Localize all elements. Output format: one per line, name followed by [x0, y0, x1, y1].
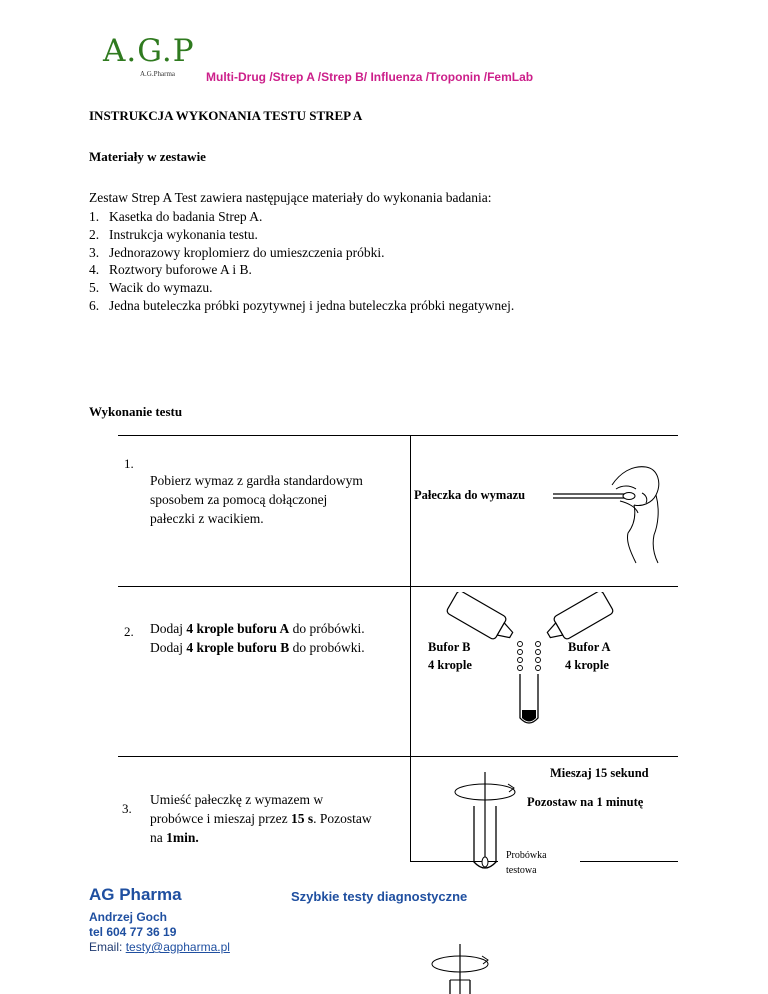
table-bottom-right [580, 861, 678, 862]
list-item: 3. Jednorazowy kroplomierz do umieszczenia próbki. [89, 244, 385, 260]
step-3-text: Umieść pałeczkę z wymazem w probówce i mieszaj przez 15 s. Pozostaw na 1min. [150, 792, 372, 845]
second-mixing-tube-illustration [430, 942, 500, 994]
step-2-number: 2. [124, 624, 134, 639]
step-3-number: 3. [122, 801, 132, 816]
list-item: 6. Jedna buteleczka próbki pozytywnej i jedna buteleczka próbki negatywnej. [89, 297, 515, 313]
swab-label: Pałeczka do wymazu [414, 488, 526, 502]
table-column-divider [410, 435, 411, 862]
table-top-border [118, 435, 678, 436]
buffer-b-label: Bufor B [428, 640, 471, 654]
footer-email: Email: testy@agpharma.pl [89, 940, 230, 954]
step-1-text: Pobierz wymaz z gardła standardowym sposobem za pomocą dołączonej pałeczki z wacikiem. [150, 473, 363, 526]
materials-intro: Zestaw Strep A Test zawiera następujące materiały do wykonania badania: [89, 190, 492, 205]
row-divider-1 [118, 586, 678, 587]
buffer-b-drops: 4 krople [428, 658, 472, 672]
buffer-a-label: Bufor A [568, 640, 611, 654]
tube-label-line2: testowa [506, 865, 537, 876]
footer-phone: tel 604 77 36 19 [89, 925, 177, 939]
list-item: 4. Roztwory buforowe A i B. [89, 262, 252, 278]
list-item: 1. Kasetka do badania Strep A. [89, 209, 263, 224]
tube-label-line1: Probówka [506, 850, 547, 861]
mix-label: Mieszaj 15 sekund [550, 766, 649, 780]
step-2-text: Dodaj 4 krople buforu A do próbówki. Dodaj 4 krople buforu B do probówki. [150, 621, 365, 655]
materials-heading: Materiały w zestawie [89, 149, 206, 164]
company-logo: A.G.P [103, 33, 195, 69]
procedure-heading: Wykonanie testu [89, 404, 183, 419]
list-item: 5. Wacik do wymazu. [89, 280, 213, 296]
footer-contact-name: Andrzej Goch [89, 910, 168, 924]
logo-subtext: A.G.Pharma [140, 70, 175, 78]
footer-brand: AG Pharma [89, 885, 182, 904]
row-divider-2 [118, 756, 678, 757]
footer-tagline: Szybkie testy diagnostyczne [291, 889, 468, 904]
buffer-a-drops: 4 krople [565, 658, 609, 672]
email-link[interactable]: testy@agpharma.pl [125, 940, 230, 954]
hand-swab-illustration [550, 455, 670, 565]
step-1-number: 1. [124, 456, 134, 471]
materials-list [89, 208, 514, 315]
header-tagline: Multi-Drug /Strep A /Strep B/ Influenza /Troponin /FemLab [206, 70, 534, 84]
page-title: INSTRUKCJA WYKONANIA TESTU STREP A [89, 108, 363, 123]
wait-label: Pozostaw na 1 minutę [527, 795, 644, 809]
list-item: 2. Instrukcja wykonania testu. [89, 226, 258, 242]
